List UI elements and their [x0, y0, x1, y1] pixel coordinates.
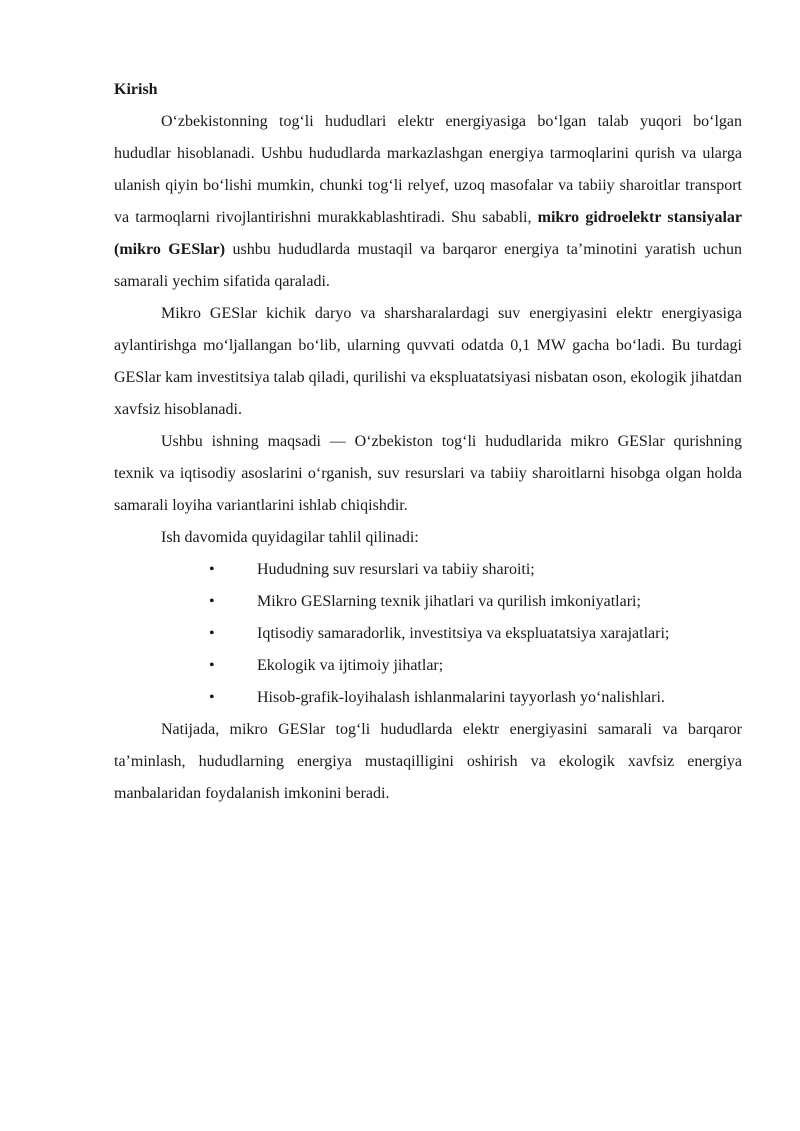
paragraph-micro-hpp: Mikro GESlar kichik daryo va sharsharalardagi suv energiyasini elektr energiyasiga aylantirishga mo‘ljallangan bo‘lib, ularning quvvati odatda 0,1 MW gacha bo‘ladi. Bu turdagi GESlar kam investitsiya talab qiladi, qurilishi va ekspluatatsiyasi nisbatan oson, ekologik jihatdan xavfsiz hisoblanadi. — [114, 305, 742, 418]
list-item-text: Hududning suv resurslari va tabiiy sharoiti; — [257, 561, 535, 578]
list-item — [114, 554, 742, 586]
bullet-icon: • — [209, 561, 215, 578]
list-item — [114, 650, 742, 682]
paragraph-conclusion: Natijada, mikro GESlar tog‘li hududlarda elektr energiyasini samarali va barqaror ta’minlash, hududlarning energiya mustaqilligini oshirish va ekologik xavfsiz energiya manbalaridan foydalanish imkonini beradi. — [114, 721, 742, 802]
paragraph-goal: Ushbu ishning maqsadi — O‘zbekiston tog‘li hududlarida mikro GESlar qurishning texnik va iqtisodiy asoslarini o‘rganish, suv resurslari va tabiiy sharoitlarni hisobga olgan holda samarali loyiha variantlarini ishlab chiqishdir. — [114, 433, 742, 514]
bullet-icon: • — [209, 657, 215, 674]
list-item-text: Iqtisodiy samaradorlik, investitsiya va ekspluatatsiya xarajatlari; — [257, 625, 670, 642]
paragraph-intro-text-end: ushbu hududlarda mustaqil va barqaror energiya ta’minotini yaratish uchun samarali yechim sifatida qaraladi. — [114, 241, 742, 290]
list-item-text: Ekologik va ijtimoiy jihatlar; — [257, 657, 444, 674]
list-item — [114, 682, 742, 714]
analysis-list — [114, 554, 742, 714]
document-body — [114, 74, 742, 810]
section-heading: Kirish — [114, 81, 158, 98]
paragraph-intro-text: O‘zbekistonning tog‘li hududlari elektr energiyasiga bo‘lgan talab yuqori bo‘lgan hududlar hisoblanadi. Ushbu hududlarda markazlashgan energiya tarmoqlarini qurish va ularga ulanish qiyin bo‘lishi mumkin, chunki tog‘li relyef, uzoq masofalar va tabiiy sharoitlar transport va tarmoqlarni rivojlantirishni murakkablashtiradi. Shu sababli, — [114, 113, 742, 226]
paragraph-intro — [114, 106, 742, 298]
list-item — [114, 586, 742, 618]
list-item-text: Mikro GESlarning texnik jihatlari va qurilish imkoniyatlari; — [257, 593, 641, 610]
list-item — [114, 618, 742, 650]
bullet-icon: • — [209, 689, 215, 706]
paragraph-intro-bold-term: mikro gidroelektr stansiyalar (mikro GESlar) — [114, 209, 743, 258]
bullet-icon: • — [209, 593, 215, 610]
paragraph-analysis-intro: Ish davomida quyidagilar tahlil qilinadi: — [161, 529, 419, 546]
bullet-icon: • — [209, 625, 215, 642]
list-item-text: Hisob-grafik-loyihalash ishlanmalarini tayyorlash yo‘nalishlari. — [257, 689, 665, 706]
